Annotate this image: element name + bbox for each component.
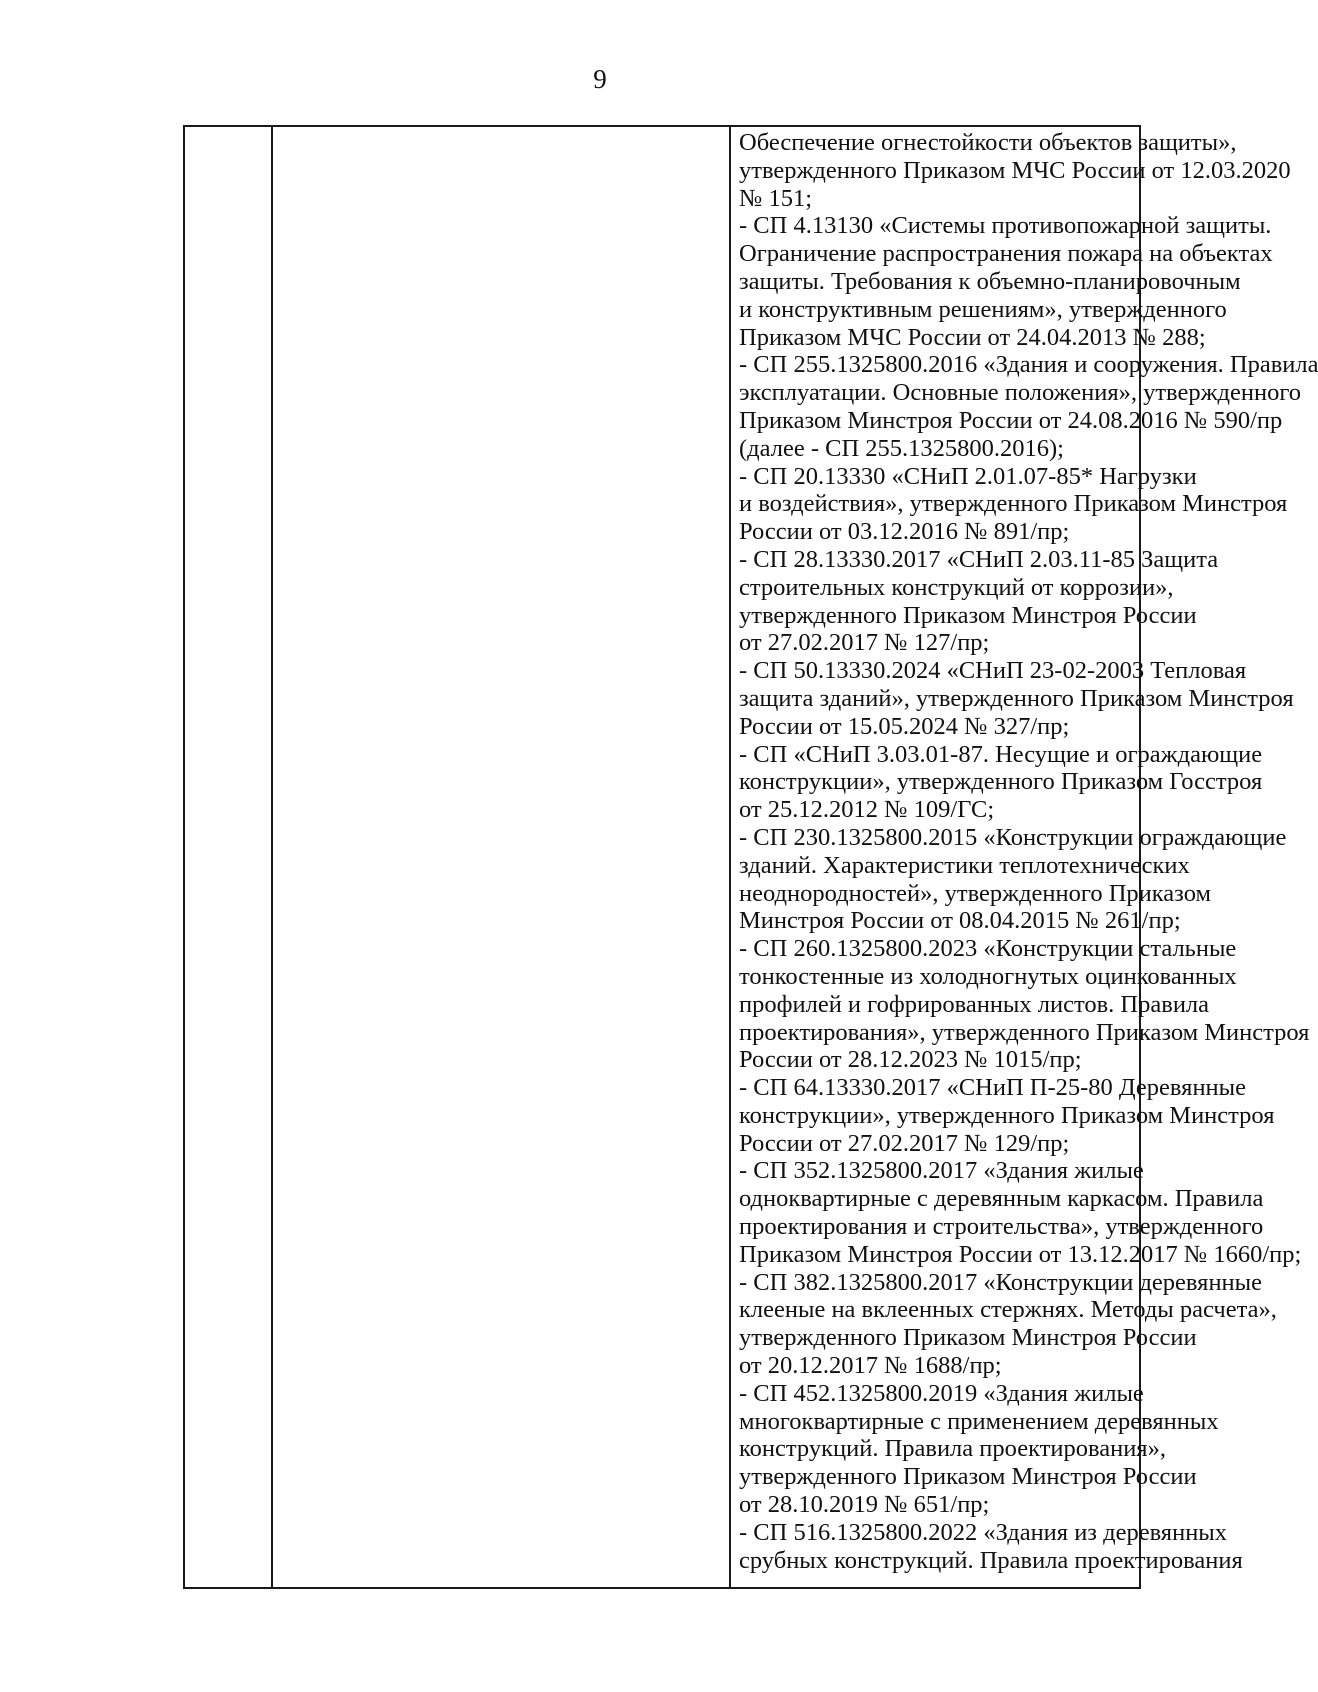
text-line: защиты. Требования к объемно-планировочным bbox=[739, 267, 1241, 295]
table-column-description bbox=[273, 127, 731, 1587]
text-line: и конструктивным решениям», утвержденного bbox=[739, 295, 1227, 323]
table-column-requirements bbox=[731, 127, 1318, 1587]
text-line: - СП 230.1325800.2015 «Конструкции ограждающие bbox=[739, 823, 1287, 851]
text-line: тонкостенные из холодногнутых оцинкованных bbox=[739, 962, 1237, 990]
text-line: (далее - СП 255.1325800.2016); bbox=[739, 434, 1064, 462]
text-line: эксплуатации. Основные положения», утвержденного bbox=[739, 379, 1302, 407]
text-line: - СП 255.1325800.2016 «Здания и сооружения. Правила bbox=[739, 351, 1318, 379]
text-line: - СП 260.1325800.2023 «Конструкции стальные bbox=[739, 935, 1237, 963]
page-number: 9 bbox=[593, 64, 607, 94]
text-line: зданий. Характеристики теплотехнических bbox=[739, 851, 1190, 879]
text-line: одноквартирные с деревянным каркасом. Правила bbox=[739, 1185, 1264, 1213]
text-line: строительных конструкций от коррозии», bbox=[739, 573, 1174, 601]
text-line: утвержденного Приказом МЧС России от 12.03.2020 bbox=[739, 156, 1291, 184]
text-line: конструкции», утвержденного Приказом Минстроя bbox=[739, 1101, 1275, 1129]
text-line: и воздействия», утвержденного Приказом Минстроя bbox=[739, 490, 1288, 518]
text-line: срубных конструкций. Правила проектирования bbox=[739, 1546, 1243, 1574]
text-line: России от 28.12.2023 № 1015/пр; bbox=[739, 1046, 1082, 1074]
table-column-number bbox=[185, 127, 273, 1587]
text-line: конструкций. Правила проектирования», bbox=[739, 1435, 1166, 1463]
text-line: Минстроя России от 08.04.2015 № 261/пр; bbox=[739, 907, 1181, 935]
text-line: России от 27.02.2017 № 129/пр; bbox=[739, 1129, 1070, 1157]
text-line: проектирования», утвержденного Приказом Минстроя bbox=[739, 1018, 1310, 1046]
text-line: утвержденного Приказом Минстроя России bbox=[739, 1463, 1197, 1491]
text-line: многоквартирные с применением деревянных bbox=[739, 1407, 1219, 1435]
text-line: клееные на вклеенных стержнях. Методы расчета», bbox=[739, 1296, 1277, 1324]
text-line: Приказом Минстроя России от 13.12.2017 № 1660/пр; bbox=[739, 1240, 1302, 1268]
text-line: России от 15.05.2024 № 327/пр; bbox=[739, 712, 1070, 740]
text-line: - СП 516.1325800.2022 «Здания из деревянных bbox=[739, 1518, 1228, 1546]
text-line: утвержденного Приказом Минстроя России bbox=[739, 1324, 1197, 1352]
text-line: Приказом МЧС России от 24.04.2013 № 288; bbox=[739, 323, 1206, 351]
text-line: Приказом Минстроя России от 24.08.2016 № 590/пр bbox=[739, 406, 1283, 434]
text-line: от 20.12.2017 № 1688/пр; bbox=[739, 1352, 1002, 1380]
text-line: от 25.12.2012 № 109/ГС; bbox=[739, 796, 995, 824]
text-line: - СП «СНиП 3.03.01-87. Несущие и ограждающие bbox=[739, 740, 1263, 768]
text-line: от 27.02.2017 № 127/пр; bbox=[739, 629, 990, 657]
text-line: проектирования и строительства», утвержденного bbox=[739, 1213, 1264, 1241]
text-line: конструкции», утвержденного Приказом Госстроя bbox=[739, 768, 1263, 796]
text-line: защита зданий», утвержденного Приказом Минстроя bbox=[739, 684, 1294, 712]
text-line: - СП 382.1325800.2017 «Конструкции деревянные bbox=[739, 1268, 1263, 1296]
text-line: - СП 28.13330.2017 «СНиП 2.03.11-85 Защита bbox=[739, 545, 1219, 573]
text-line: Обеспечение огнестойкости объектов защиты», bbox=[739, 129, 1237, 156]
text-line: - СП 50.13330.2024 «СНиП 23-02-2003 Тепловая bbox=[739, 657, 1247, 685]
text-line: от 28.10.2019 № 651/пр; bbox=[739, 1491, 990, 1519]
text-line: № 151; bbox=[739, 184, 813, 212]
text-line: - СП 352.1325800.2017 «Здания жилые bbox=[739, 1157, 1144, 1185]
text-line: России от 03.12.2016 № 891/пр; bbox=[739, 518, 1070, 546]
text-line: неоднородностей», утвержденного Приказом bbox=[739, 879, 1211, 907]
text-line: профилей и гофрированных листов. Правила bbox=[739, 990, 1210, 1018]
text-line: - СП 4.13130 «Системы противопожарной защиты. bbox=[739, 212, 1272, 240]
document-table bbox=[183, 125, 1318, 1589]
text-line: Ограничение распространения пожара на объектах bbox=[739, 240, 1273, 268]
text-line: утвержденного Приказом Минстроя России bbox=[739, 601, 1197, 629]
text-line: - СП 452.1325800.2019 «Здания жилые bbox=[739, 1379, 1144, 1407]
requirements-text bbox=[739, 129, 1318, 1574]
text-line: - СП 64.13330.2017 «СНиП П-25-80 Деревянные bbox=[739, 1074, 1246, 1102]
text-line: - СП 20.13330 «СНиП 2.01.07-85* Нагрузки bbox=[739, 462, 1197, 490]
